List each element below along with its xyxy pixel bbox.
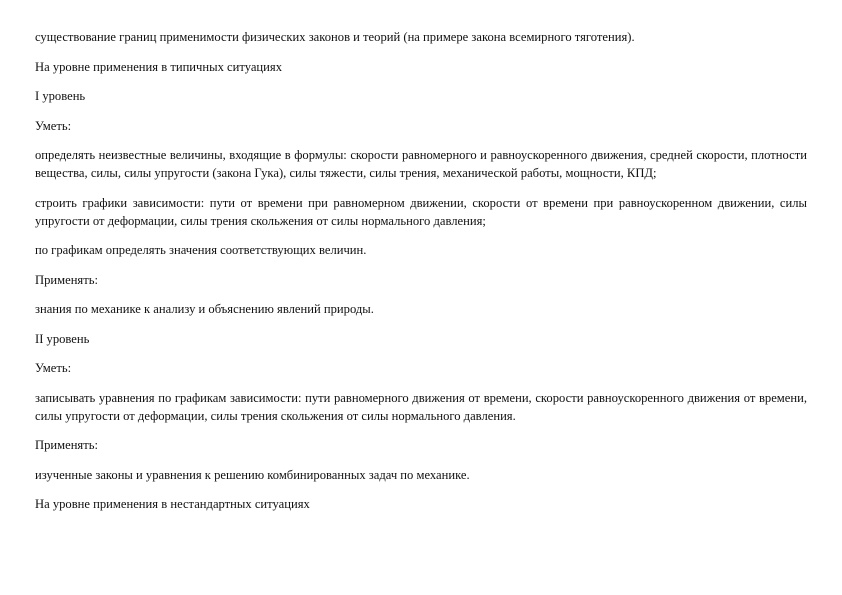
- paragraph-read-graphs: по графикам определять значения соответствующих величин.: [35, 243, 367, 257]
- paragraph-write-equations: записывать уравнения по графикам зависимости: пути равномерного движения от времени, скорости равноускоренного движения от времени, силы упругости от деформации, силы трения скольжения от силы нормального давления.: [35, 390, 807, 423]
- paragraph-determine-quantities: определять неизвестные величины, входящие в формулы: скорости равномерного и равноускоренного движения, средней скорости, плотности вещества, силы, силы упругости (закона Гука), силы тяжести, силы трения, механической работы, мощности, КПД;: [35, 148, 807, 180]
- label-be-able: Уметь:: [35, 118, 72, 133]
- label-apply: Применять:: [35, 272, 98, 287]
- paragraph-mechanics-knowledge: знания по механике к анализу и объяснению явлений природы.: [35, 302, 374, 316]
- heading-level-1: I уровень: [35, 89, 86, 103]
- document-page: [35, 28, 807, 525]
- heading-level-2: II уровень: [35, 331, 90, 346]
- paragraph-combined-problems: изученные законы и уравнения к решению комбинированных задач по механике.: [35, 467, 470, 482]
- paragraph-limits-of-laws: существование границ применимости физических законов и теорий (на примере закона всемирного тяготения).: [35, 30, 635, 44]
- label-be-able-2: Уметь:: [35, 361, 72, 375]
- label-apply-2: Применять:: [35, 438, 98, 452]
- paragraph-build-graphs: строить графики зависимости: пути от времени при равномерном движении, скорости от времени при равноускоренном движении, силы упругости от деформации, силы трения скольжения от силы нормального давления;: [35, 195, 807, 228]
- heading-nonstandard-situations: На уровне применения в нестандартных ситуациях: [35, 497, 310, 511]
- heading-typical-situations: На уровне применения в типичных ситуациях: [35, 59, 282, 74]
